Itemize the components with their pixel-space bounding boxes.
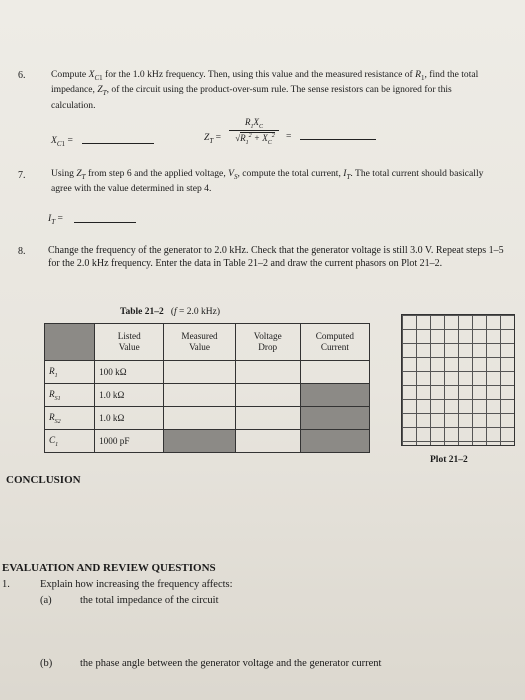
it-label: $I_T$ = [48, 213, 63, 226]
header-listed-value: Listed Value [95, 324, 164, 361]
xc1-answer-line[interactable] [82, 143, 154, 144]
table-row [45, 361, 370, 384]
table-row [45, 384, 370, 407]
subquestion-b-text: the phase angle between the generator voltage and the generator current [80, 658, 382, 669]
listed-value-cell: 1.0 kΩ [95, 407, 164, 430]
table-corner-cell [45, 324, 95, 361]
header-computed-current: Computed Current [300, 324, 369, 361]
subquestion-a-text: the total impedance of the circuit [80, 595, 219, 606]
shaded-cell [300, 384, 369, 407]
table-title [120, 307, 220, 317]
plot-grid[interactable] [401, 314, 515, 446]
conclusion-heading: CONCLUSION [6, 474, 81, 486]
table-subtitle: (f = 2.0 kHz) [170, 307, 221, 317]
component-rs2: $R_{S2}$ [45, 407, 95, 430]
formula-denominator: $√R_1^2 + X_C^2$ [235, 133, 275, 146]
component-r1: $R_1$ [45, 361, 95, 384]
fraction-bar [229, 130, 279, 131]
table-row [45, 407, 370, 430]
step-6-text: Compute $X_{C1}$ for the 1.0 kHz frequency. Then, using this value and the measured resistance of $R_1$, find the total impedance, $Z_T$, of the circuit using the product-over-sum rule. The sense resistors can be ignored for this calculation. [51, 69, 479, 111]
shaded-cell [300, 407, 369, 430]
computed-current-cell[interactable] [300, 361, 369, 384]
component-c1: $C_1$ [45, 430, 95, 453]
voltage-drop-cell[interactable] [235, 430, 300, 453]
data-table-21-2 [44, 323, 370, 453]
step-7-text: Using $Z_T$ from step 6 and the applied voltage, $V_S$, compute the total current, $I_T$. The total current should basically agree with the value determined in step 4. [51, 168, 484, 195]
zt-label: $Z_T$ = [204, 132, 222, 145]
shaded-cell [164, 430, 235, 453]
evaluation-heading: EVALUATION AND REVIEW QUESTIONS [2, 562, 216, 574]
voltage-drop-cell[interactable] [235, 407, 300, 430]
measured-value-cell[interactable] [164, 407, 235, 430]
listed-value-cell: 1000 pF [95, 430, 164, 453]
header-voltage-drop: Voltage Drop [235, 324, 300, 361]
measured-value-cell[interactable] [164, 361, 235, 384]
listed-value-cell: 1.0 kΩ [95, 384, 164, 407]
step-number: 8. [18, 246, 26, 257]
subquestion-b-letter: (b) [40, 658, 53, 669]
measured-value-cell[interactable] [164, 384, 235, 407]
step-8-text: Change the frequency of the generator to 2.0 kHz. Check that the generator voltage is still 3.0 V. Repeat steps 1–5 for the 2.0 kHz frequency. Enter the data in Table 21–2 and draw the current phasors on Plot 21–2. [48, 245, 504, 269]
table-row [45, 430, 370, 453]
table-title-text: Table 21–2 [120, 307, 164, 317]
component-rs1: $R_{S1}$ [45, 384, 95, 407]
zt-answer-line[interactable] [300, 139, 376, 140]
it-answer-line[interactable] [74, 222, 136, 223]
listed-value-cell: 100 kΩ [95, 361, 164, 384]
xc1-label: $X_{C1}$ = [51, 135, 73, 148]
shaded-cell [300, 430, 369, 453]
voltage-drop-cell[interactable] [235, 361, 300, 384]
question-number: 1. [2, 579, 10, 590]
subquestion-a-letter: (a) [40, 595, 52, 606]
formula-numerator: $R_1X_C$ [244, 117, 263, 130]
step-number: 6. [18, 70, 26, 81]
plot-label: Plot 21–2 [430, 455, 468, 465]
step-number: 7. [18, 170, 26, 181]
formula-equals: = [286, 131, 292, 142]
question-1-text: Explain how increasing the frequency affects: [40, 579, 233, 590]
header-measured-value: Measured Value [164, 324, 235, 361]
voltage-drop-cell[interactable] [235, 384, 300, 407]
